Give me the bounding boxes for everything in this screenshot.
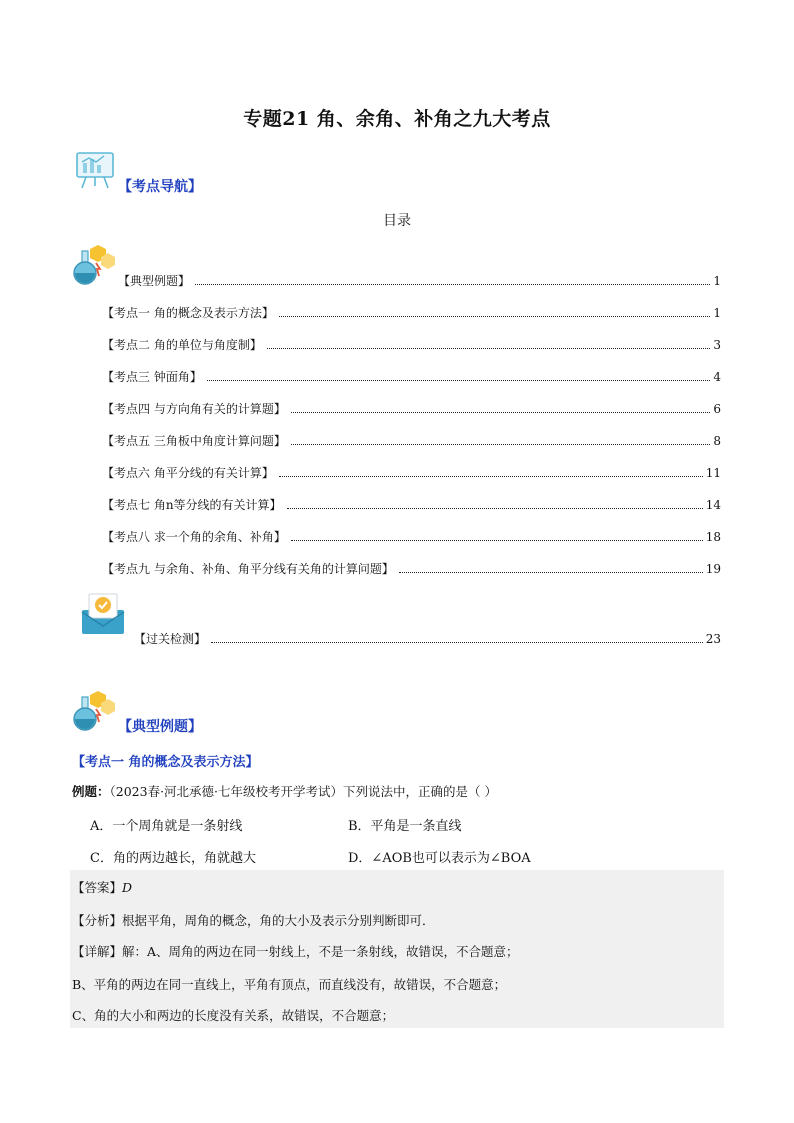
toc-page: 19 xyxy=(705,562,721,576)
flask-icon xyxy=(72,689,118,731)
toc-row-typical[interactable] xyxy=(118,274,721,288)
toc-label: 【考点六 角平分线的有关计算】 xyxy=(102,466,274,480)
toc-page: 23 xyxy=(705,632,721,646)
toc-label: 【考点三 钟面角】 xyxy=(102,370,202,384)
toc-label: 【过关检测】 xyxy=(134,632,207,646)
toc-label: 【考点五 三角板中角度计算问题】 xyxy=(102,434,286,448)
example-source: （2023春·河北承德·七年级校考开学考试）下列说法中，正确的是（ ） xyxy=(109,784,497,799)
toc-row-kaodian-3[interactable] xyxy=(102,370,721,384)
toc-label: 【考点四 与方向角有关的计算题】 xyxy=(102,402,286,416)
option-b: B．平角是一条直线 xyxy=(348,819,462,834)
toc-page: 8 xyxy=(713,434,721,448)
toc-label: 【典型例题】 xyxy=(118,274,191,288)
toc-row-kaodian-8[interactable] xyxy=(102,530,721,544)
toc-row-kaodian-9[interactable] xyxy=(102,562,721,576)
toc-row-kaodian-2[interactable] xyxy=(102,338,721,352)
toc-row-check[interactable] xyxy=(134,632,721,646)
answer-line xyxy=(72,878,132,896)
option-a: A．一个周角就是一条射线 xyxy=(90,819,243,834)
envelope-check-icon xyxy=(80,590,126,636)
detail-line-c: C、角的大小和两边的长度没有关系，故错误，不合题意； xyxy=(72,1008,395,1023)
example-question xyxy=(72,782,497,800)
nav-heading: 【考点导航】 xyxy=(118,179,202,195)
detail-label: 【详解】 xyxy=(72,944,123,959)
toc-title: 目录 xyxy=(383,213,411,229)
detail-line-b: B、平角的两边在同一直线上，平角有顶点，而直线没有，故错误，不合题意； xyxy=(72,977,507,992)
answer-label: 【答案】 xyxy=(72,880,123,895)
section-heading: 【典型例题】 xyxy=(118,719,202,735)
option-c: C．角的两边越长，角就越大 xyxy=(90,851,256,866)
analysis-line xyxy=(72,911,435,929)
example-prefix: 例题： xyxy=(72,784,110,799)
toc-row-kaodian-5[interactable] xyxy=(102,434,721,448)
toc-row-kaodian-6[interactable] xyxy=(102,466,721,480)
toc-page: 1 xyxy=(713,306,721,320)
kaodian-heading: 【考点一 角的概念及表示方法】 xyxy=(72,755,259,770)
toc-page: 4 xyxy=(713,370,721,384)
toc-row-kaodian-1[interactable] xyxy=(102,306,721,320)
toc-row-kaodian-7[interactable] xyxy=(102,498,721,512)
toc-label: 【考点八 求一个角的余角、补角】 xyxy=(102,530,286,544)
toc-page: 1 xyxy=(713,274,721,288)
toc-page: 14 xyxy=(705,498,721,512)
toc-page: 6 xyxy=(713,402,721,416)
detail-line xyxy=(72,942,519,960)
toc-page: 11 xyxy=(705,466,721,480)
toc-label: 【考点一 角的概念及表示方法】 xyxy=(102,306,274,320)
presentation-board-icon xyxy=(74,150,116,190)
detail-text: 解：A、周角的两边在同一射线上，不是一条射线，故错误，不合题意； xyxy=(122,944,519,959)
toc-label: 【考点九 与余角、补角、角平分线有关角的计算问题】 xyxy=(102,562,394,576)
page-title: 专题21 角、余角、补角之九大考点 xyxy=(243,108,551,130)
option-d: D．∠AOB也可以表示为∠BOA xyxy=(348,851,531,866)
toc-page: 3 xyxy=(713,338,721,352)
toc-label: 【考点七 角n等分线的有关计算】 xyxy=(102,498,282,512)
analysis-label: 【分析】 xyxy=(72,913,123,928)
flask-icon xyxy=(72,243,118,285)
answer-value: D xyxy=(122,880,133,895)
analysis-text: 根据平角，周角的概念，角的大小及表示分别判断即可． xyxy=(122,913,435,928)
toc-row-kaodian-4[interactable] xyxy=(102,402,721,416)
toc-label: 【考点二 角的单位与角度制】 xyxy=(102,338,262,352)
toc-page: 18 xyxy=(705,530,721,544)
